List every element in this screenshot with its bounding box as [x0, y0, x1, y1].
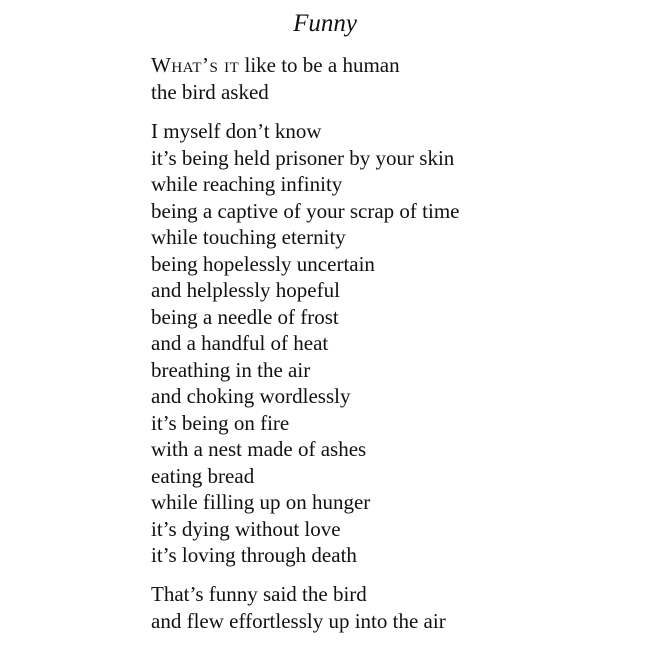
poem-line: being hopelessly uncertain	[151, 251, 375, 276]
poem-line: and flew effortlessly up into the air	[151, 608, 446, 633]
poem-title: Funny	[293, 10, 357, 37]
poem-line: I myself don’t know	[151, 119, 322, 143]
poem-line: breathing in the air	[151, 357, 311, 382]
poem-line: it’s being held prisoner by your skin	[151, 145, 455, 170]
stanza-3	[151, 581, 446, 634]
poem-line: with a nest made of ashes	[151, 437, 367, 461]
poem-line: while reaching infinity	[151, 172, 343, 196]
poem-line: being a needle of frost	[151, 304, 339, 329]
poem-line: it’s loving through death	[151, 543, 357, 567]
poem-line: eating bread	[151, 463, 255, 488]
poem-line: and helplessly hopeful	[151, 278, 340, 302]
opening-line-rest: like to be a human	[239, 53, 400, 77]
poem-line: it’s dying without love	[151, 516, 341, 541]
poem-line: and choking wordlessly	[151, 384, 351, 408]
stanza-1	[151, 52, 400, 105]
poem-line: being a captive of your scrap of time	[151, 198, 460, 223]
opening-small-caps: What’s it	[151, 53, 240, 77]
poem-line: the bird asked	[151, 79, 269, 104]
poem-line: That’s funny said the bird	[151, 582, 367, 606]
poem-line: and a handful of heat	[151, 331, 329, 355]
poem-line: while filling up on hunger	[151, 490, 371, 514]
poem-line: it’s being on fire	[151, 410, 290, 435]
poem-line: while touching eternity	[151, 225, 346, 249]
stanza-2	[151, 118, 459, 569]
poem-line	[151, 52, 400, 79]
